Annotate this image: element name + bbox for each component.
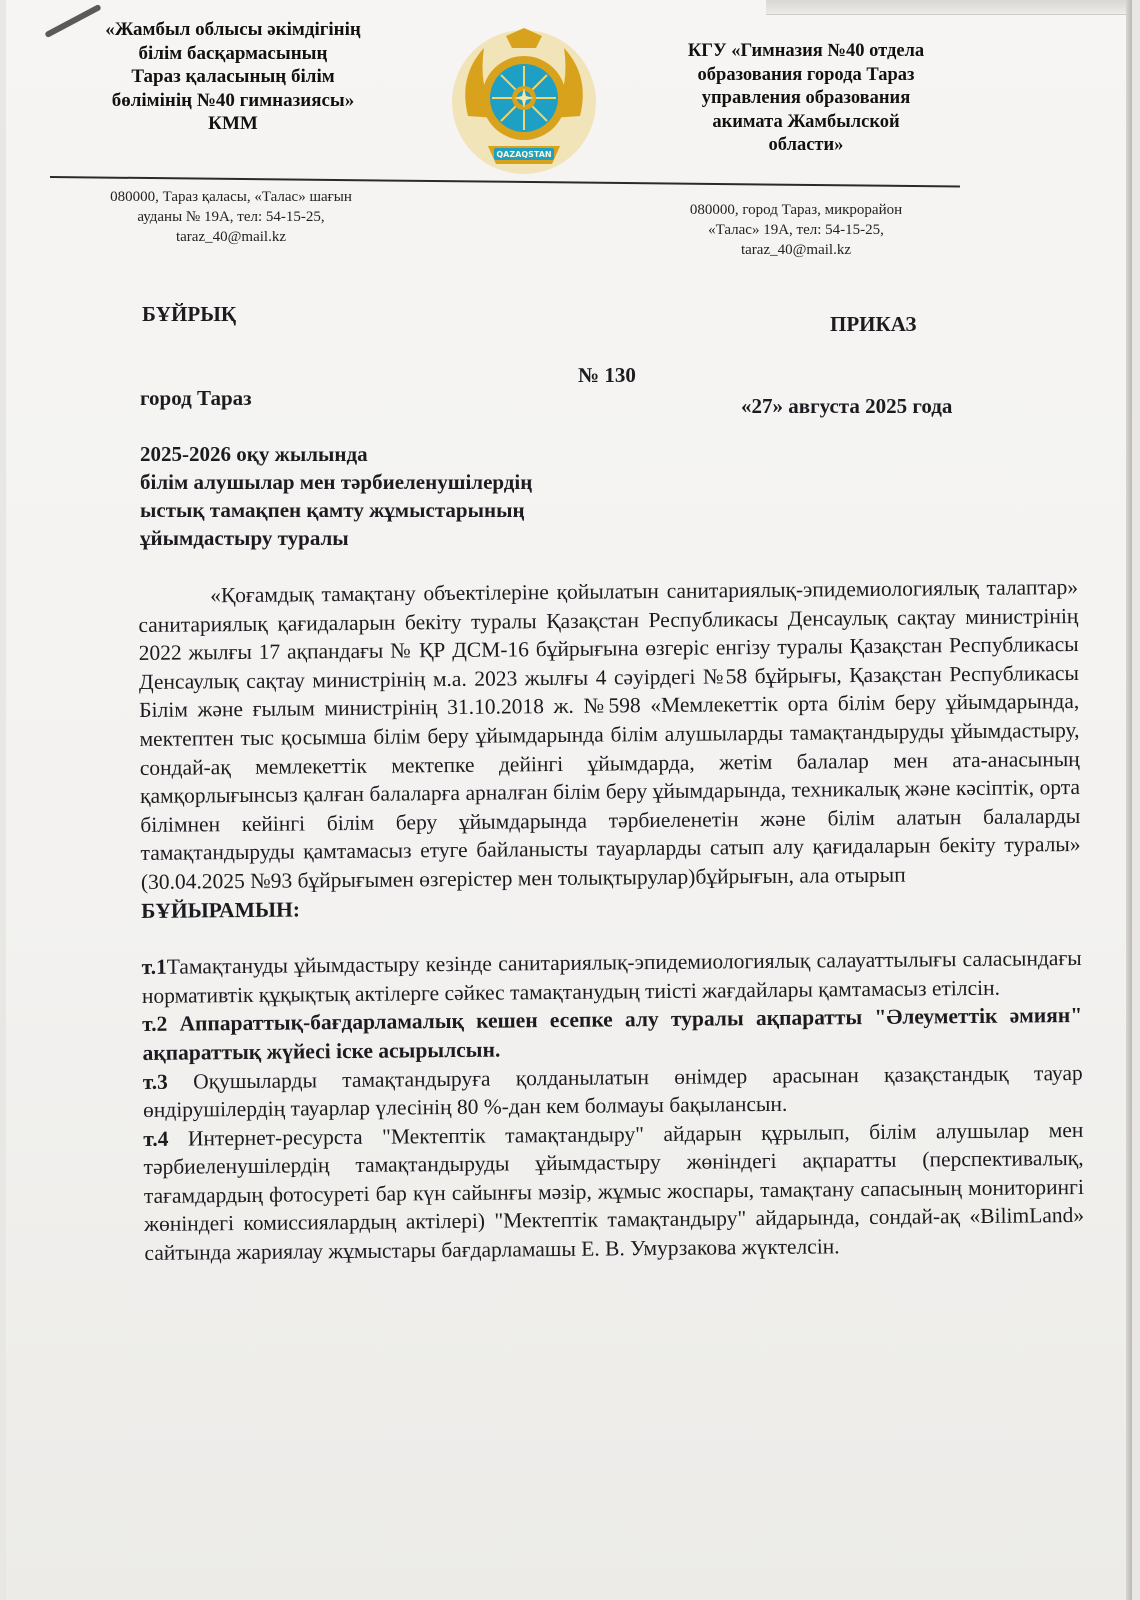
address-left-kz [76, 187, 386, 247]
subject-line: білім алушылар мен тәрбиеленушілердің [140, 470, 533, 494]
document-body [138, 573, 1085, 1268]
item-text: Интернет-ресурста "Мектептік тамақтандыру" айдарын құрылып, білім алушылар мен тәрбиеленушілердің тамақтандыруды ұйымдастыру жөніндегі ақпаратты (перспективалық, тағамдардың фотосуреті бар күн сайынғы мәзір, жұмыс жоспары, тамақтану сапасының мониторингі жөніндегі комиссиялардың актілері) "Мектептік тамақтандыру" айдарында, сондай-ақ «BilimLand» сайтында жариялау жұмыстары бағдарламашы Е. В. Умурзакова жүктелсін. [143, 1117, 1085, 1266]
address-right-ru [656, 200, 936, 260]
subject-line: ұйымдастыру туралы [140, 526, 349, 550]
header-left-line: бөлімінің №40 гимназиясы» [111, 89, 355, 111]
page-edge-shadow [1126, 0, 1132, 1600]
item-text: Аппараттық-бағдарламалық кешен есепке алу туралы ақпаратты "Әлеуметтік әмиян" ақпараттық жүйесі іске асырылсын. [142, 1003, 1083, 1065]
document-number: № 130 [578, 363, 636, 387]
order-word: БҰЙЫРАМЫН: [141, 896, 301, 923]
address-right-line: «Талас» 19А, тел: 54-15-25, [708, 222, 884, 238]
item-text: Тамақтануды ұйымдастыру кезінде санитариялық-эпидемиологиялық салауаттылығы саласындағы нормативтік құқықтық актілерге сәйкес тамақтанудың тиісті жағдайлары қамтамасыз етілсін. [141, 946, 1082, 1008]
document-title-kz: БҰЙРЫҚ [142, 302, 237, 326]
document-subject [140, 440, 660, 552]
item-text: Оқушыларды тамақтандыруға қолданылатын өнімдер арасынан қазақстандық тауар өндірушілердің тауарлар үлесінің 80 %-дан кем болмауы бақылансын. [142, 1060, 1083, 1123]
header-right-line: области» [768, 135, 844, 155]
header-left-line: КММ [208, 113, 258, 134]
order-item-4 [143, 1116, 1084, 1268]
header-left-org-kz [68, 18, 398, 136]
document-date: «27» августа 2025 года [741, 394, 953, 418]
address-left-line: 080000, Тараз қаласы, «Талас» шағын [110, 189, 352, 205]
header-right-line: акимата Жамбылской [712, 111, 900, 132]
order-item-2 [142, 1001, 1083, 1067]
document-title-ru: ПРИКАЗ [830, 312, 917, 336]
item-number: т.2 [142, 1012, 168, 1037]
underlying-sheet-edge [766, 0, 1132, 15]
order-item-3 [143, 1058, 1084, 1124]
address-right-line: 080000, город Тараз, микрорайон [689, 202, 903, 218]
header-left-line: «Жамбыл облысы әкімдігінің [105, 19, 361, 40]
item-number: т.3 [142, 1069, 168, 1094]
header-right-line: образования города Тараз [697, 64, 915, 85]
address-left-email: taraz_40@mail.kz [175, 229, 287, 245]
emblem-label: QAZAQSTAN [496, 150, 552, 159]
address-right-email: taraz_40@mail.kz [740, 242, 852, 258]
address-left-line: ауданы № 19А, тел: 54-15-25, [137, 209, 325, 225]
subject-line: ыстық тамақпен қамту жұмыстарының [140, 498, 525, 522]
subject-line: 2025-2026 оқу жылында [140, 442, 368, 466]
document-page [6, 0, 1132, 1600]
item-number: т.4 [143, 1126, 169, 1151]
order-item-1 [142, 944, 1083, 1010]
header-right-line: управления образования [701, 88, 911, 108]
header-right-org-ru [646, 40, 966, 158]
intro-paragraph: «Қоғамдық тамақтану объектілеріне қойылатын санитариялық-эпидемиологиялық талаптар» санитариялық қағидаларын бекіту туралы Қазақстан Республикасы Денсаулық сақтау министрінің 2022 жылғы 17 ақпандағы № ҚР ДСМ-16 бұйрығына өзгеріс енгізу туралы Қазақстан Республикасы Денсаулық сақтау министрінің м.а. 2023 жылғы 4 сәуірдегі №58 бұйрығы, Қазақстан Республикасы Білім және ғылым министрінің 31.10.2018 ж. №598 «Мемлекеттік орта білім беру ұйымдарында, мектептен тыс қосымша білім беру ұйымдарында білім алушыларды тамақтандыруды ұйымдастыру, сондай-ақ мемлекеттік мектепке дейінгі ұйымдарда, жетім балалар мен ата-анасының қамқорлығынсыз қалған балаларға арналған білім беру ұйымдарында, техникалық және кәсіптік, орта білімнен кейінгі білім беру ұйымдарында тәрбиеленетін және білім алатын балаларды тамақтандыруды қамтамасыз етуге байланысты тауарларды сатып алу қағидаларын бекіту туралы» (30.04.2025 №93 бұйрығымен өзгерістер мен толықтырулар)бұйрығын, ала отырып [138, 574, 1081, 894]
document-city: город Тараз [140, 386, 252, 410]
kazakhstan-emblem-icon [448, 26, 600, 178]
header-left-line: Тараз қаласының білім [131, 66, 335, 87]
item-number: т.1 [141, 954, 167, 980]
header-right-line: КГУ «Гимназия №40 отдела [687, 41, 925, 61]
header-left-line: білім басқармасының [138, 42, 328, 64]
